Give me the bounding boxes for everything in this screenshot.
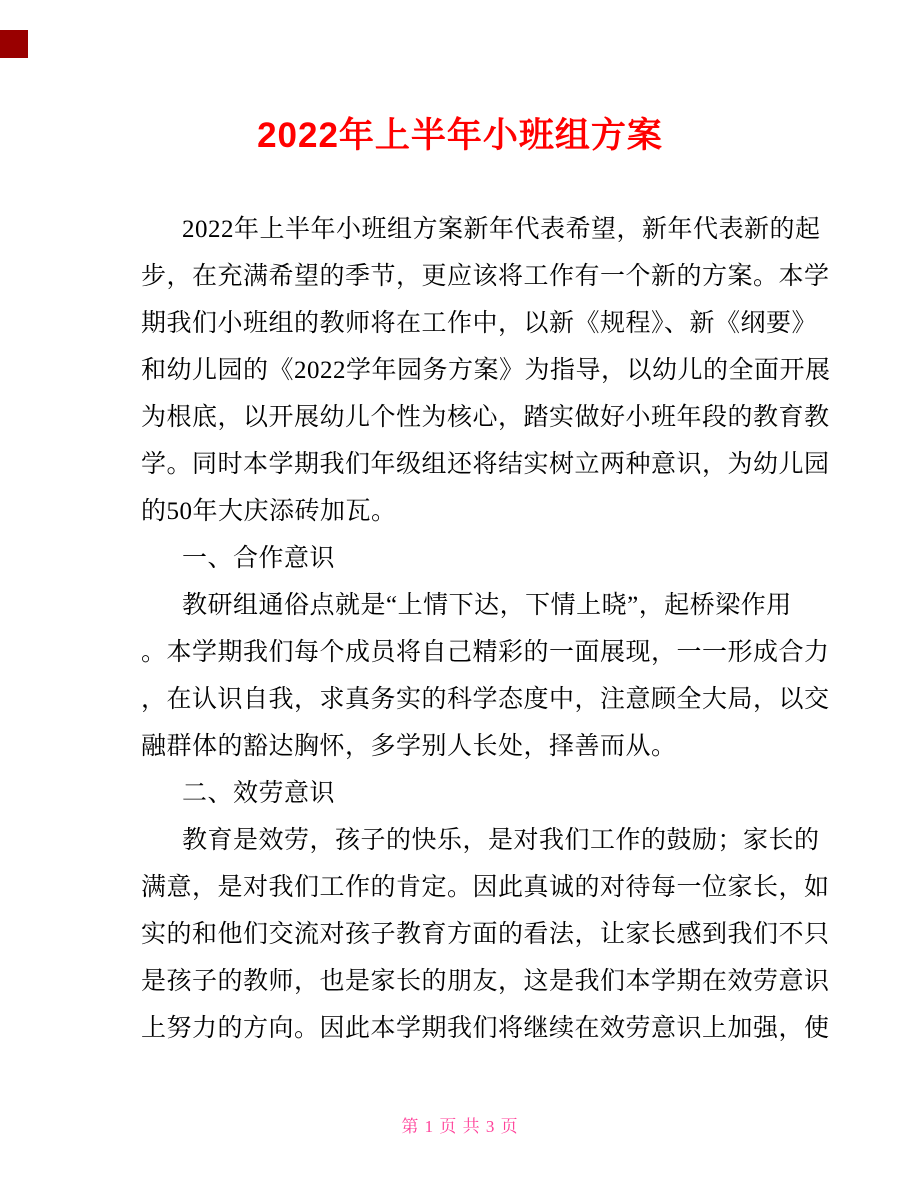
page-footer: 第 1 页 共 3 页 (401, 1117, 519, 1136)
text-line: 2022年上半年小班组方案新年代表希望，新年代表新的起 (182, 216, 821, 243)
text-line: 二、效劳意识 (182, 780, 336, 807)
text-line: 融群体的豁达胸怀，多学别人长处，择善而从。 (141, 733, 677, 760)
page-title: 2022年上半年小班组方案 (257, 116, 663, 155)
text-line: 为根底，以开展幼儿个性为核心，踏实做好小班年段的教育教 (141, 404, 830, 431)
corner-mark (0, 30, 28, 58)
text-line: 教研组通俗点就是“上情下达，下情上晓”，起桥梁作用 (182, 592, 792, 619)
text-line: 期我们小班组的教师将在工作中，以新《规程》、新《纲要》 (141, 310, 818, 337)
text-line: 学。同时本学期我们年级组还将结实树立两种意识，为幼儿园 (141, 451, 830, 478)
text-line: 步，在充满希望的季节，更应该将工作有一个新的方案。本学 (141, 263, 830, 290)
document-body (141, 206, 831, 1052)
text-line: 一、合作意识 (182, 545, 336, 572)
text-line: 和幼儿园的《2022学年园务方案》为指导，以幼儿的全面开展 (141, 357, 831, 384)
text-line: 教育是效劳，孩子的快乐，是对我们工作的鼓励；家长的 (182, 827, 820, 854)
text-line: 是孩子的教师，也是家长的朋友，这是我们本学期在效劳意识 (141, 968, 830, 995)
text-line: 。本学期我们每个成员将自己精彩的一面展现，一一形成合力 (141, 639, 830, 666)
text-line: 实的和他们交流对孩子教育方面的看法，让家长感到我们不只 (141, 921, 830, 948)
text-line: 的50年大庆添砖加瓦。 (141, 498, 397, 525)
text-line: 满意，是对我们工作的肯定。因此真诚的对待每一位家长，如 (141, 874, 830, 901)
text-line: ，在认识自我，求真务实的科学态度中，注意顾全大局，以交 (141, 686, 830, 713)
text-line: 上努力的方向。因此本学期我们将继续在效劳意识上加强，使 (141, 1015, 830, 1042)
